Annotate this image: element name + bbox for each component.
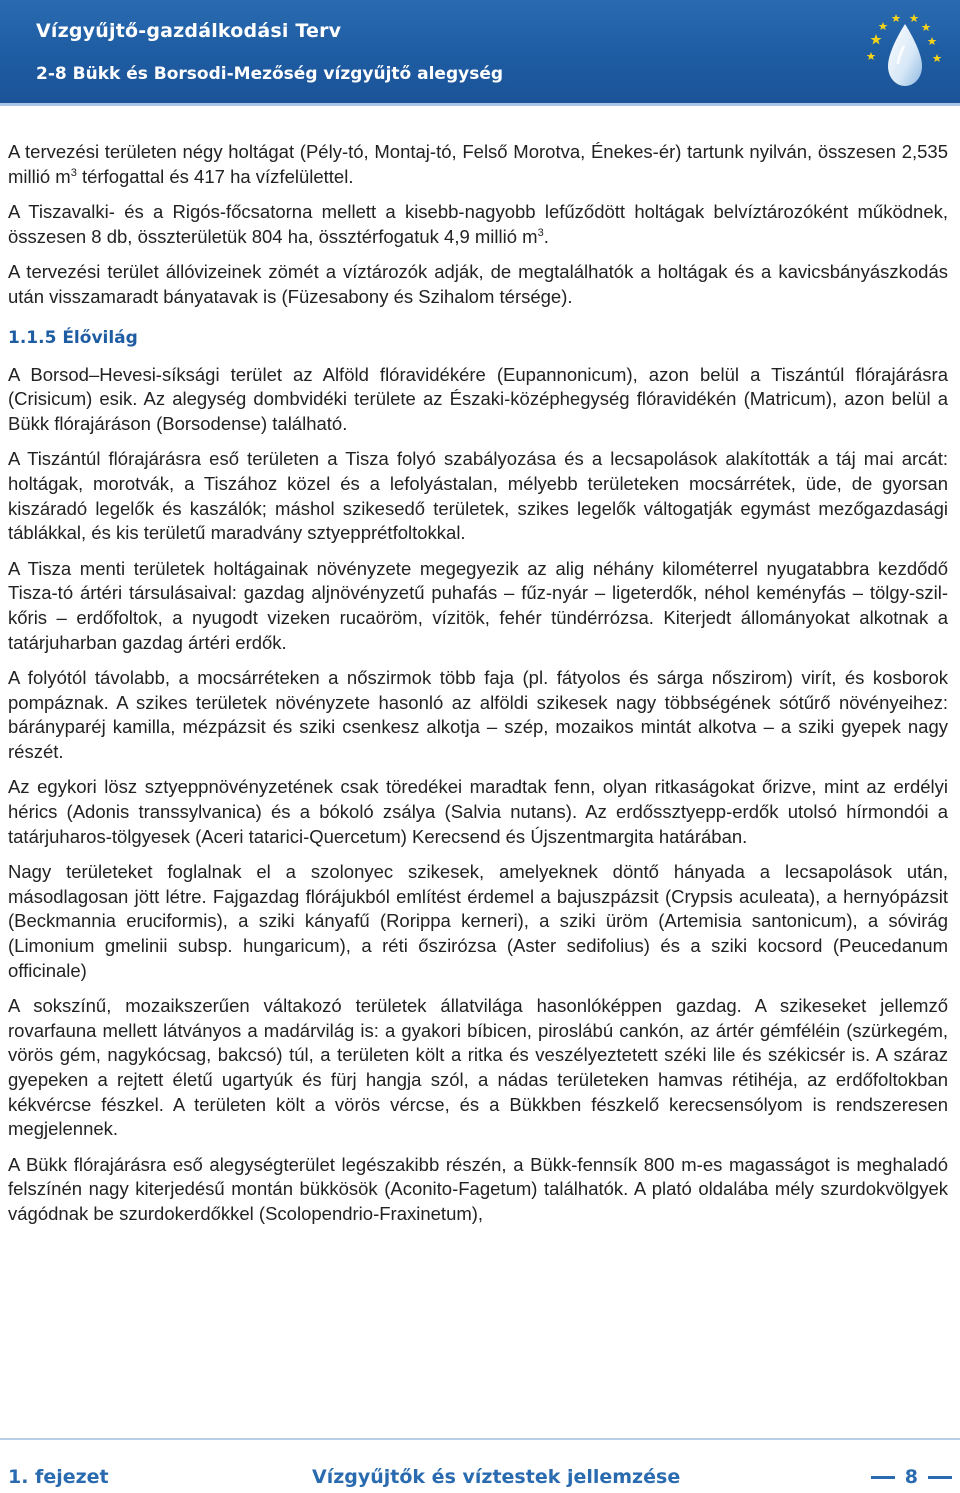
footer-divider xyxy=(0,1438,960,1440)
page-header xyxy=(0,0,960,103)
page-number: 8 xyxy=(904,1466,918,1488)
footer-dash-left xyxy=(871,1476,895,1479)
section-heading: 1.1.5 Élővilág xyxy=(8,327,138,348)
footer-chapter-title: Vízgyűjtők és víztestek jellemzése xyxy=(312,1466,681,1488)
document-title: Vízgyűjtő-gazdálkodási Terv xyxy=(36,20,342,42)
eu-water-drop-logo-icon xyxy=(858,4,948,100)
document-subtitle: 2-8 Bükk és Borsodi-Mezőség vízgyűjtő alegység xyxy=(36,64,504,84)
paragraph: A sokszínű, mozaikszerűen váltakozó területek állatvilága hasonlóképpen gazdag. A szikeseket jellemző rovarfauna mellett látványos a madárvilág is: a gyakori bíbicen, piroslábú cankón, az ártér gémféléin (szürkegém, vörös gém, nagykócsag, bakcsó) túl, a területen költ a ritka és veszélyeztetett széki lile és székicsér is. A száraz gyepeken a rejtett életű ugartyúk és fürj hangja szól, a nádas területeken hamvas rétihéja, az erdőfoltokban kékvércse fészkel. A területen költ a vörös vércse, és a Bükkben fészkelő kerecsensólyom is rendszeresen megjelennek. xyxy=(8,995,948,1140)
paragraph: Az egykori lösz sztyeppnövényzetének csak töredékei maradtak fenn, olyan ritkaságokat őrizve, mint az erdélyi hérics (Adonis transsylvanica) és a bókoló zsálya (Salvia nutans). Az erdőssztyepp-erdők utolsó hírmondói a tatárjuharos-tölgyesek (Aceri tatarici-Quercetum) Kerecsend és Újszentmargita határában. xyxy=(8,776,948,847)
paragraph: A tervezési területen négy holtágat (Pély-tó, Montaj-tó, Felső Morotva, Énekes-ér) tartunk nyilván, összesen 2,535 millió $m^3$ térfogattal és 417 ha vízfelülettel. xyxy=(8,141,948,187)
document-body xyxy=(8,140,948,1227)
footer-page-number-group xyxy=(871,1466,952,1488)
paragraph: A tervezési terület állóvizeinek zömét a víztározók adják, de megtalálhatók a holtágak és a kavicsbányászkodás után visszamaradt bányatavak is (Füzesabony és Szihalom térsége). xyxy=(8,261,948,307)
paragraph: A Borsod–Hevesi-síksági terület az Alföld flóravidékére (Eupannonicum), azon belül a Tiszántúl flórajárásra (Crisicum) esik. Az alegység dombvidéki területe az Északi-középhegység flóravidékén (Matricum), azon belül a Bükk flórajáráson (Borsodense) található. xyxy=(8,363,948,434)
paragraph: A Tiszántúl flórajárásra eső területen a Tisza folyó szabályozása és a lecsapolások alakították a táj mai arcát: holtágak, morotvák, a Tiszához közel és a lefolyástalan, mélyebb területeken mocsárrétek, üde, de gyorsan kiszáradó legelők és kaszálók; máshol szikesedő területek, szikes legelők váltogatják egymást mezőgazdasági táblákkal, és kis területű maradvány sztyepprétfoltokkal. xyxy=(8,448,948,544)
header-divider xyxy=(0,103,960,106)
paragraph: A Tiszavalki- és a Rigós-főcsatorna mellett a kisebb-nagyobb lefűződött holtágak belvíztározóként működnek, összesen 8 db, összterületük 804 ha, össztérfogatuk 4,9 millió $m^3$. xyxy=(8,201,948,247)
page-footer xyxy=(0,1466,960,1490)
paragraph: A Bükk flórajárásra eső alegységterület legészakibb részén, a Bükk-fennsík 800 m-es magasságot is meghaladó felszínén nagy kiterjedésű montán bükkösök (Aconito-Fagetum) találhatók. A plató oldalába mély szurdokvölgyek vágódnak be szurdokerdőkkel (Scolopendrio-Fraxinetum), xyxy=(8,1153,948,1224)
paragraph: A Tisza menti területek holtágainak növényzete megegyezik az alig néhány kilométerrel nyugatabbra kezdődő Tisza-tó ártéri társulásaival: gazdag aljnövényzetű puhafás – fűz-nyár – ligeterdők, néhol keményfás – tölgy-szil-kőris – erdőfoltok, a nyugodt vizeken rucaöröm, vízitök, fehér tündérrózsa. Kiterjedt állományokat alkotnak a tatárjuharban gazdag ártéri erdők. xyxy=(8,557,948,653)
footer-dash-right xyxy=(928,1476,952,1479)
paragraph: A folyótól távolabb, a mocsárréteken a nőszirmok több faja (pl. fátyolos és sárga nőszirom) virít, és kosborok pompáznak. A szikes területek növényzete hasonló az alföldi szikesek nagy többségének sótűrő növényeihez: bárányparéj kamilla, mézpázsit és sziki csenkesz alkotja – szép, mozaikos mintát alkotva – a sziki gyepek nagy részét. xyxy=(8,667,948,762)
footer-chapter: 1. fejezet xyxy=(8,1466,109,1488)
paragraph: Nagy területeket foglalnak el a szolonyec szikesek, amelyeknek döntő hányada a lecsapolások után, másodlagosan jött létre. Fajgazdag flórájukból említést érdemel a bajuszpázsit (Crypsis aculeata), a hernyópázsit (Beckmannia eruciformis), a sziki kányafű (Rorippa kerneri), a sziki üröm (Artemisia santonicum), a sóvirág (Limonium gmelinii subsp. hungaricum), a réti őszirózsa (Aster sedifolius) és a sziki kocsord (Peucedanum officinale) xyxy=(8,861,948,981)
